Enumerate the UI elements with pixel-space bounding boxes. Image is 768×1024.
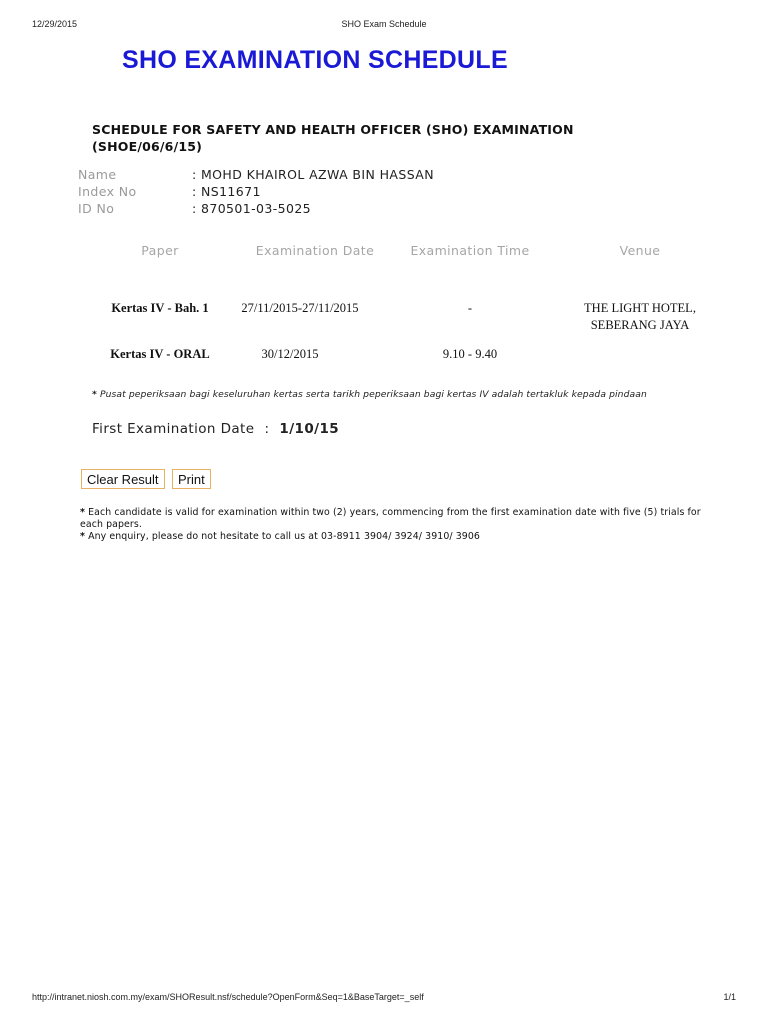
print-button[interactable]: Print xyxy=(172,469,211,489)
first-exam-date xyxy=(92,421,339,437)
row-paper: Kertas IV - ORAL xyxy=(110,347,210,361)
page-url: http://intranet.niosh.com.my/exam/SHOResult.nsf/schedule?OpenForm&Seq=1&BaseTarget=_self xyxy=(32,992,424,1002)
print-header xyxy=(32,19,736,33)
name-value: : MOHD KHAIROL AZWA BIN HASSAN xyxy=(192,167,434,182)
page-title: SHO EXAMINATION SCHEDULE xyxy=(122,46,508,74)
header-paper: Paper xyxy=(141,243,179,258)
id-value: : 870501-03-5025 xyxy=(192,201,312,216)
print-title: SHO Exam Schedule xyxy=(341,19,427,29)
note-text: Pusat peperiksaan bagi keseluruhan kertas serta tarikh peperiksaan bagi kertas IV adalah tertakluk kepada pindaan xyxy=(99,389,647,400)
row-time: - xyxy=(467,301,473,315)
table-row xyxy=(80,300,720,336)
row-date: 27/11/2015-27/11/2015 xyxy=(241,301,359,315)
row-time: 9.10 - 9.40 xyxy=(442,347,498,361)
footnote-enquiry xyxy=(80,531,720,543)
row-venue-line-1: THE LIGHT HOTEL, xyxy=(584,301,696,315)
page-number: 1/1 xyxy=(723,992,736,1002)
row-venue-line-2: SEBERANG JAYA xyxy=(590,318,690,332)
footnote-star: * xyxy=(80,531,86,542)
note-star: * xyxy=(92,389,97,400)
subtitle-line-2: (SHOE/06/6/15) xyxy=(92,139,203,154)
first-exam-label: First Examination Date xyxy=(92,421,255,437)
row-venue xyxy=(560,300,720,334)
index-value: : NS11671 xyxy=(192,184,261,199)
header-venue: Venue xyxy=(619,243,661,258)
first-exam-separator: : xyxy=(264,421,270,437)
print-date: 12/29/2015 xyxy=(32,19,78,29)
footnote-star: * xyxy=(80,507,86,518)
footnote-validity xyxy=(80,507,720,531)
amendment-note xyxy=(92,389,732,400)
first-exam-value: 1/10/15 xyxy=(279,421,340,437)
index-label: Index No xyxy=(78,184,137,199)
table-row xyxy=(80,346,720,364)
header-exam-time: Examination Time xyxy=(410,243,530,258)
row-paper: Kertas IV - Bah. 1 xyxy=(111,301,209,315)
footnote-enquiry-text: Any enquiry, please do not hesitate to call us at 03-8911 3904/ 3924/ 3910/ 3906 xyxy=(88,531,480,542)
clear-result-button[interactable]: Clear Result xyxy=(81,469,165,489)
schedule-subtitle xyxy=(92,121,652,155)
id-label: ID No xyxy=(78,201,115,216)
row-date: 30/12/2015 xyxy=(261,347,319,361)
footnotes xyxy=(80,507,720,543)
subtitle-line-1: SCHEDULE FOR SAFETY AND HEALTH OFFICER (SHO) EXAMINATION xyxy=(92,122,574,137)
candidate-info xyxy=(78,166,678,217)
header-exam-date: Examination Date xyxy=(255,243,375,258)
name-label: Name xyxy=(78,167,117,182)
candidate-id-row xyxy=(78,200,678,217)
candidate-name-row xyxy=(78,166,678,183)
candidate-index-row xyxy=(78,183,678,200)
footnote-validity-text: Each candidate is valid for examination within two (2) years, commencing from the first examination date with five (5) trials for each papers. xyxy=(80,507,701,530)
print-footer xyxy=(32,992,736,1006)
schedule-header xyxy=(80,243,720,261)
